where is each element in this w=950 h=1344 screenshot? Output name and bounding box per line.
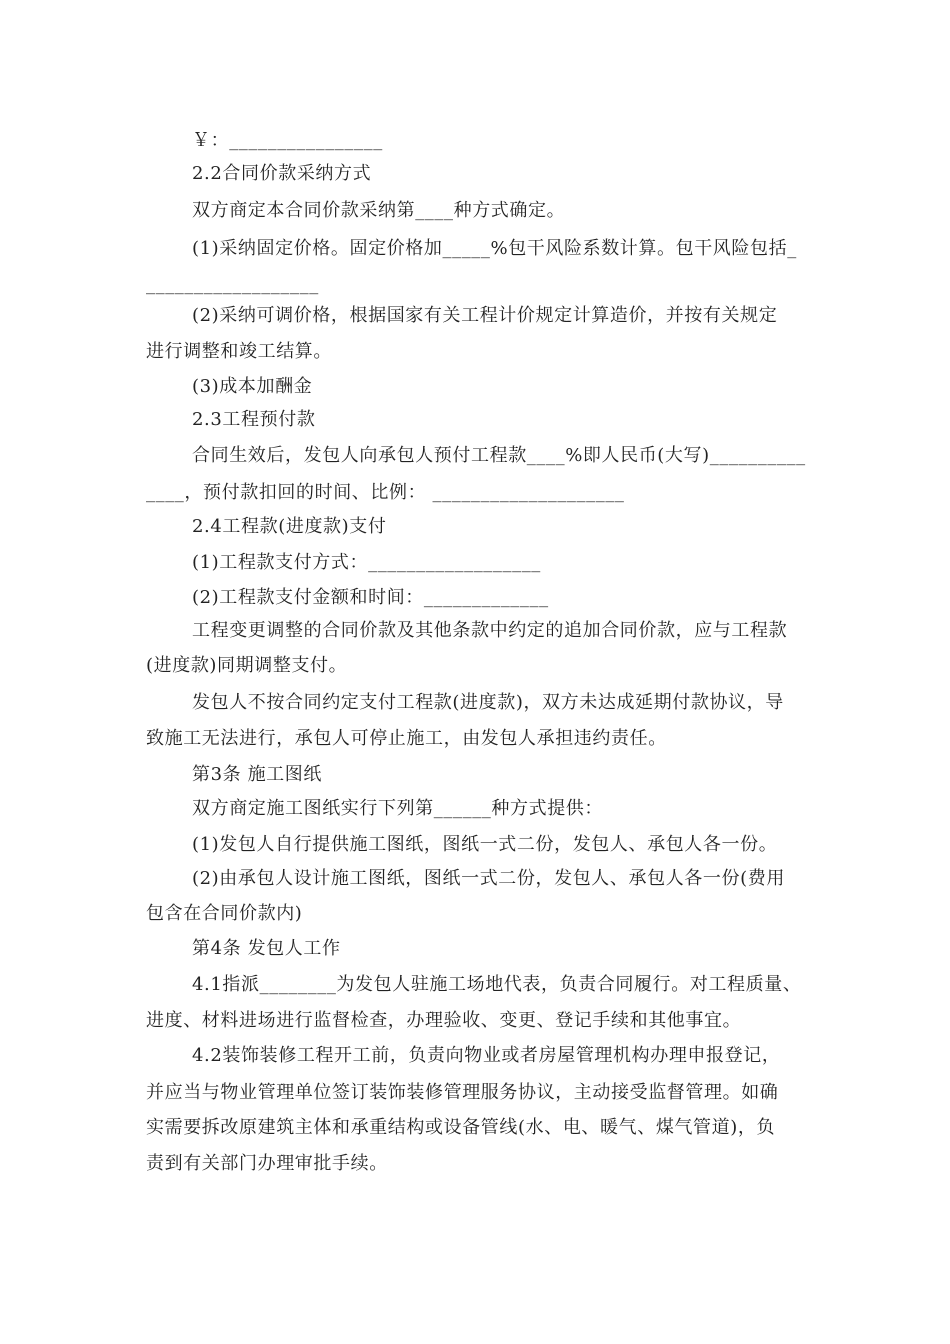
paragraph-line: 合同生效后，发包人向承包人预付工程款____%即人民币(大写)__________ [192, 445, 806, 466]
paragraph-line: 并应当与物业管理单位签订装饰装修管理服务协议，主动接受监督管理。如确 [146, 1082, 779, 1103]
paragraph-line: ____，预付款扣回的时间、比例： ____________________ [146, 482, 625, 503]
paragraph-line: 4.2装饰装修工程开工前，负责向物业或者房屋管理机构办理申报登记， [192, 1045, 781, 1066]
paragraph-line: (1)采纳固定价格。固定价格加_____%包干风险系数计算。包干风险包括_ [192, 238, 797, 259]
paragraph-line: 进度、材料进场进行监督检查，办理验收、变更、登记手续和其他事宜。 [146, 1010, 742, 1031]
section-2-4-heading: 2.4工程款(进度款)支付 [192, 516, 387, 537]
paragraph-line: (3)成本加酬金 [192, 376, 313, 397]
paragraph-line: 双方商定施工图纸实行下列第______种方式提供： [192, 798, 603, 819]
paragraph-line: (1)工程款支付方式：__________________ [192, 552, 541, 573]
paragraph-line: __________________ [146, 274, 319, 295]
paragraph-line: 4.1指派________为发包人驻施工场地代表，负责合同履行。对工程质量、 [192, 974, 802, 995]
paragraph-line: (进度款)同期调整支付。 [146, 655, 348, 676]
paragraph-line: (2)由承包人设计施工图纸，图纸一式二份，发包人、承包人各一份(费用 [192, 868, 785, 889]
paragraph-line: 实需要拆改原建筑主体和承重结构或设备管线(水、电、暖气、煤气管道)，负 [146, 1117, 776, 1138]
article-4-heading: 第4条 发包人工作 [192, 938, 341, 959]
section-2-2-heading: 2.2合同价款采纳方式 [192, 163, 372, 184]
section-2-3-heading: 2.3工程预付款 [192, 409, 316, 430]
paragraph-line: 双方商定本合同价款采纳第____种方式确定。 [192, 200, 566, 221]
paragraph-line: 责到有关部门办理审批手续。 [146, 1153, 388, 1174]
article-3-heading: 第3条 施工图纸 [192, 764, 322, 785]
paragraph-line: (2)工程款支付金额和时间：_____________ [192, 587, 549, 608]
paragraph-line: 进行调整和竣工结算。 [146, 341, 332, 362]
paragraph-line: 工程变更调整的合同价款及其他条款中约定的追加合同价款，应与工程款 [192, 620, 788, 641]
paragraph-line: 发包人不按合同约定支付工程款(进度款)，双方未达成延期付款协议，导 [192, 692, 784, 713]
paragraph-line: (1)发包人自行提供施工图纸，图纸一式二份，发包人、承包人各一份。 [192, 834, 778, 855]
price-blank-line: ￥：________________ [192, 130, 383, 151]
paragraph-line: 致施工无法进行，承包人可停止施工，由发包人承担违约责任。 [146, 728, 667, 749]
paragraph-line: (2)采纳可调价格，根据国家有关工程计价规定计算造价，并按有关规定 [192, 305, 778, 326]
paragraph-line: 包含在合同价款内) [146, 903, 303, 924]
